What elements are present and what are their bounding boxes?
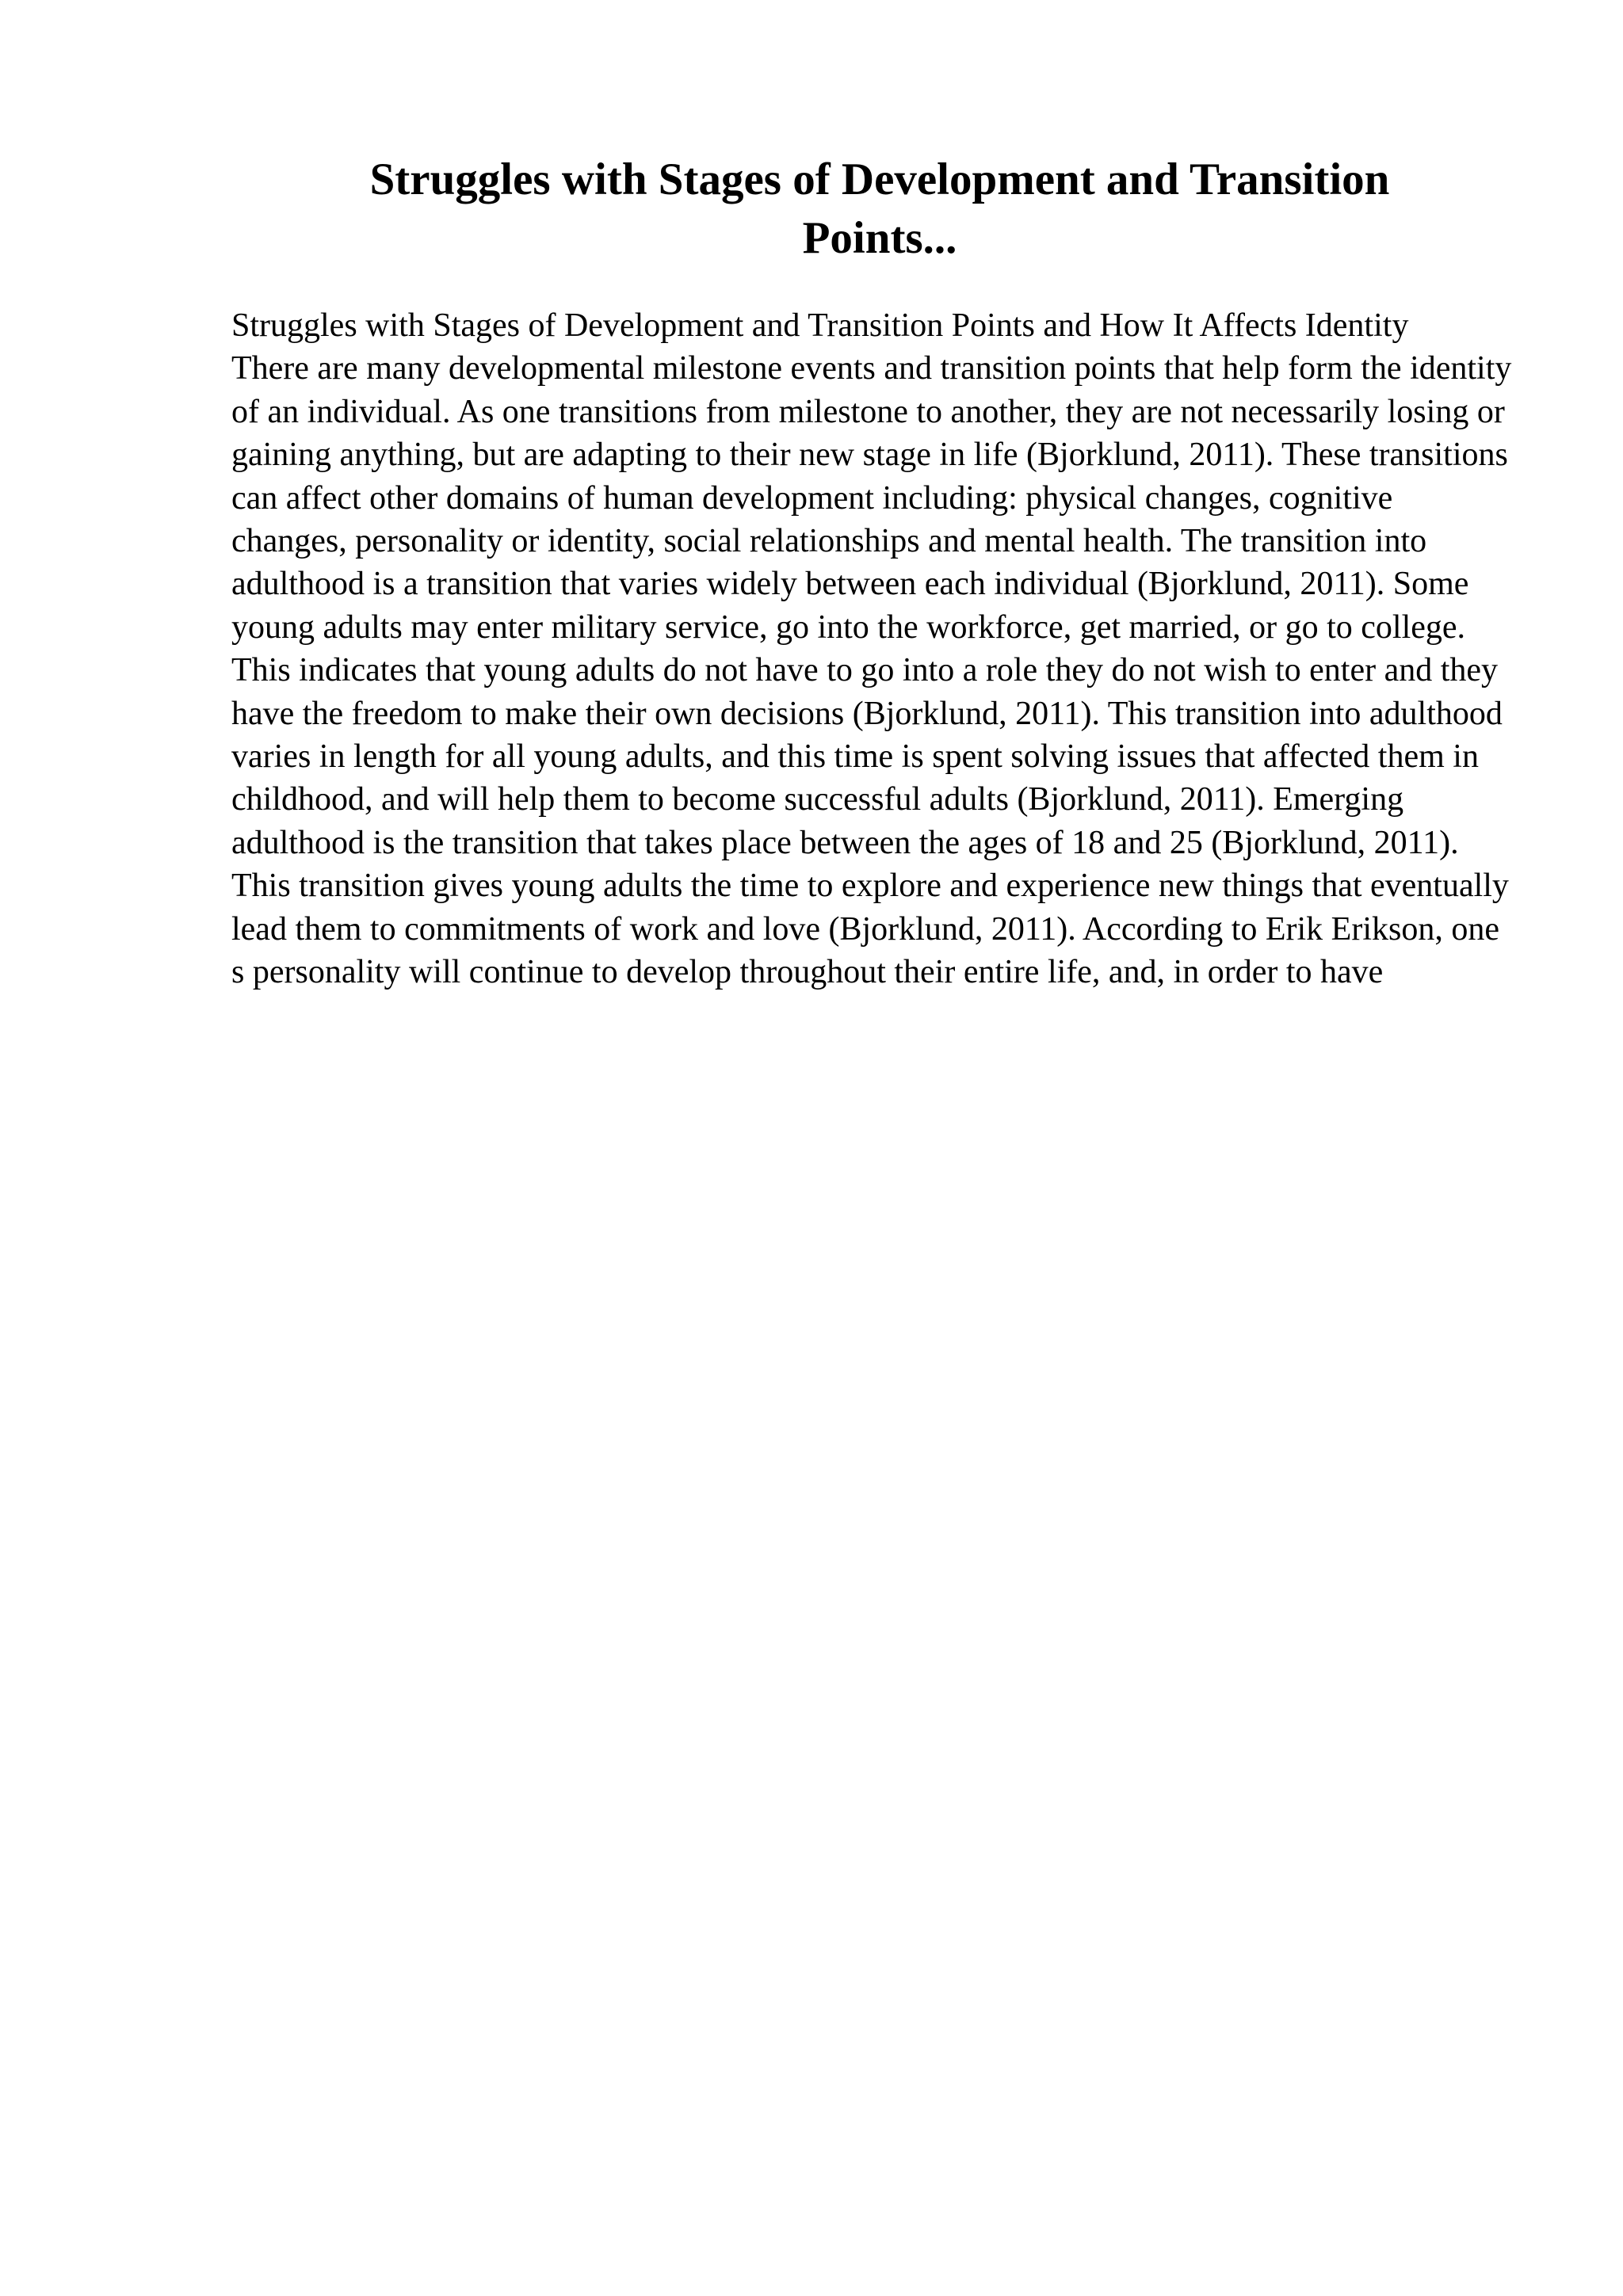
body-paragraph: There are many developmental milestone events and transition points that help form the identity of an individual. As one transitions from milestone to another, they are not necessarily losing or gaining anything, but are adapting to their new stage in life (Bjorklund, 2011). These transitions can affect other domains of human development including: physical changes, cognitive changes, personality or identity, social relationships and mental health. The transition into adulthood is a transition that varies widely between each individual (Bjorklund, 2011). Some young adults may enter military service, go into the workforce, get married, or go to college. This indicates that young adults do not have to go into a role they do not wish to enter and they have the freedom to make their own decisions (Bjorklund, 2011). This transition into adulthood varies in length for all young adults, and this time is spent solving issues that affected them in childhood, and will help them to become successful adults (Bjorklund, 2011). Emerging adulthood is the transition that takes place between the ages of 18 and 25 (Bjorklund, 2011). This transition gives young adults the time to explore and experience new things that eventually lead them to commitments of work and love (Bjorklund, 2011). According to Erik Erikson, one s personality will continue to develop throughout their entire life, and, in order to have bbox=[231, 350, 1512, 991]
document-title: Struggles with Stages of Development and Transition Points... bbox=[369, 154, 1390, 263]
document-body bbox=[231, 304, 1515, 994]
document-subtitle-line: Struggles with Stages of Development and Transition Points and How It Affects Identity bbox=[231, 307, 1409, 344]
